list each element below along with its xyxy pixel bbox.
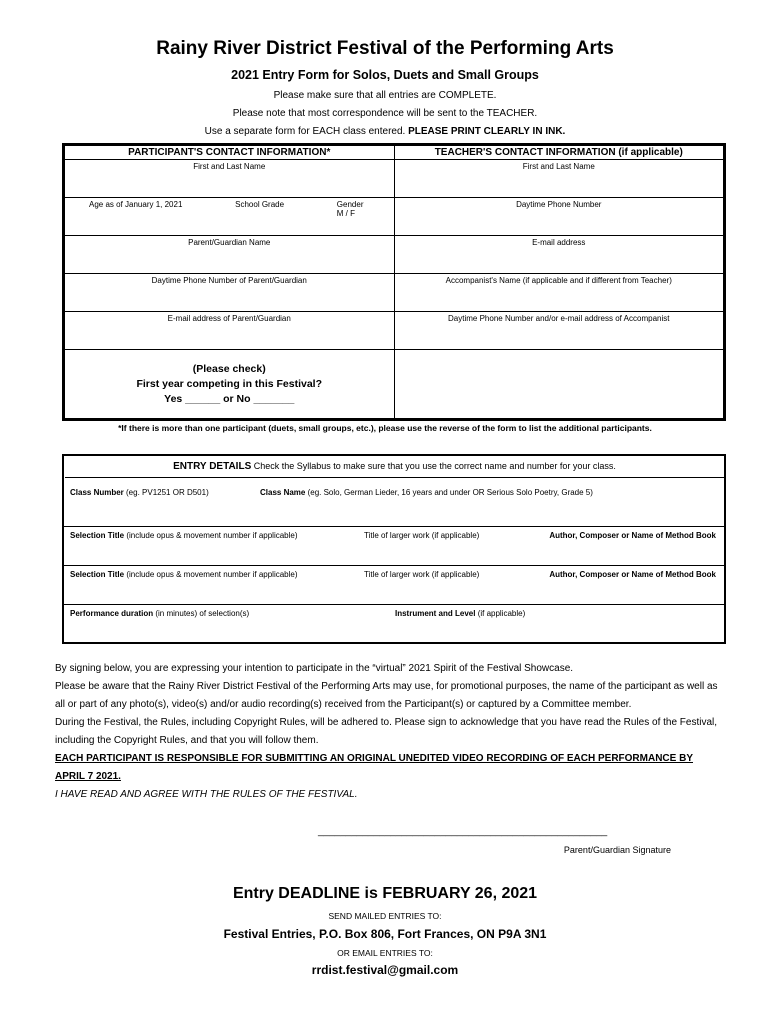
participant-contact-header: PARTICIPANT'S CONTACT INFORMATION* — [65, 146, 395, 160]
author-1-label: Author, Composer or Name of Method Book — [549, 531, 716, 540]
email-entries-label: OR EMAIL ENTRIES TO: — [337, 948, 433, 958]
entry-details-instructions: Check the Syllabus to make sure that you use the correct name and number for your class. — [251, 461, 616, 471]
gender-options: M / F — [336, 209, 356, 218]
class-number-label — [70, 488, 209, 497]
teacher-name-label: First and Last Name — [522, 162, 595, 171]
teacher-email-field[interactable] — [394, 236, 724, 274]
teacher-blank-cell — [394, 350, 724, 419]
guardian-phone-field[interactable] — [65, 274, 395, 312]
larger-work-2-label: Title of larger work (if applicable) — [364, 570, 480, 579]
first-year-check-label: (Please check) — [192, 362, 266, 375]
agreement-acknowledgement: I HAVE READ AND AGREE WITH THE RULES OF THE FESTIVAL. — [55, 789, 358, 800]
agreement-intent: By signing below, you are expressing your intention to participate in the “virtual” 2021 Spirit of the Festival Showcase. — [55, 663, 574, 674]
instrument-label — [395, 609, 525, 618]
signature-line[interactable]: ____________________________________________________ — [318, 826, 608, 837]
selection-title-1-hint: (include opus & movement number if applicable) — [124, 531, 298, 540]
class-name-example: (eg. Solo, German Lieder, 16 years and under OR Serious Solo Poetry, Grade 5) — [305, 488, 593, 497]
mail-entries-label: SEND MAILED ENTRIES TO: — [328, 911, 442, 921]
agreement-section — [55, 660, 725, 804]
selection-title-2-bold: Selection Title — [70, 570, 125, 579]
gender-label-text: Gender — [336, 200, 364, 209]
class-number-bold: Class Number — [70, 488, 124, 497]
duration-row[interactable] — [64, 605, 724, 645]
entry-details-header — [65, 456, 724, 478]
form-subtitle: 2021 Entry Form for Solos, Duets and Small Groups — [231, 68, 539, 82]
school-grade-label: School Grade — [235, 200, 285, 209]
teacher-email-label: E-mail address — [532, 238, 586, 247]
guardian-email-label: E-mail address of Parent/Guardian — [167, 314, 291, 323]
teacher-phone-label: Daytime Phone Number — [516, 200, 602, 209]
instrument-bold: Instrument and Level — [395, 609, 476, 618]
form-title: Rainy River District Festival of the Performing Arts — [156, 38, 614, 59]
note-separate-form-text: Use a separate form for EACH class entered. — [204, 126, 406, 137]
gender-label — [337, 200, 364, 218]
signature-label: Parent/Guardian Signature — [563, 845, 671, 855]
first-year-question: First year competing in this Festival? — [136, 377, 323, 390]
accompanist-contact-label: Daytime Phone Number and/or e-mail address of Accompanist — [448, 314, 670, 323]
participant-name-label: First and Last Name — [193, 162, 266, 171]
duration-bold: Performance duration — [70, 609, 154, 618]
accompanist-name-field[interactable] — [394, 274, 724, 312]
selection-row-1[interactable] — [64, 527, 724, 566]
entry-details-box — [62, 454, 726, 644]
note-print-clearly: PLEASE PRINT CLEARLY IN INK. — [408, 126, 566, 137]
guardian-phone-label: Daytime Phone Number of Parent/Guardian — [151, 276, 307, 285]
accompanist-contact-field[interactable] — [394, 312, 724, 350]
instrument-hint: (if applicable) — [475, 609, 526, 618]
note-separate-form — [0, 126, 770, 137]
guardian-name-field[interactable] — [65, 236, 395, 274]
entry-deadline: Entry DEADLINE is FEBRUARY 26, 2021 — [232, 885, 538, 902]
guardian-email-field[interactable] — [65, 312, 395, 350]
selection-title-1-bold: Selection Title — [70, 531, 125, 540]
author-2-label: Author, Composer or Name of Method Book — [549, 570, 716, 579]
first-year-field[interactable] — [65, 350, 395, 419]
guardian-name-label: Parent/Guardian Name — [188, 238, 271, 247]
teacher-contact-header: TEACHER'S CONTACT INFORMATION (if applicable) — [394, 146, 724, 160]
accompanist-name-label: Accompanist's Name (if applicable and if different from Teacher) — [445, 276, 672, 285]
contact-info-table — [64, 145, 724, 419]
class-name-bold: Class Name — [260, 488, 306, 497]
festival-email[interactable]: rrdist.festival@gmail.com — [311, 963, 459, 977]
selection-row-2[interactable] — [64, 566, 724, 605]
agreement-promotional-use: Please be aware that the Rainy River District Festival of the Performing Arts may use, for promotional purposes, the name of the participant as well as all or part of any photo(s), video(s) and/or audio recording(s) received from the Participant(s) or captured by a Committee member. — [55, 681, 718, 710]
additional-participants-note: *If there is more than one participant (duets, small groups, etc.), please use the reverse of the form to list the additional participants. — [118, 423, 652, 433]
teacher-phone-field[interactable] — [394, 198, 724, 236]
note-complete: Please make sure that all entries are COMPLETE. — [273, 90, 497, 101]
participant-age-grade-gender-field[interactable] — [65, 198, 395, 236]
agreement-rules: During the Festival, the Rules, including Copyright Rules, will be adhered to. Please sign to acknowledge that you have read the Rules of the Festival, including the Copyright Rules, and that you will follow them. — [55, 717, 718, 746]
mailing-address: Festival Entries, P.O. Box 806, Fort Frances, ON P9A 3N1 — [223, 927, 547, 941]
class-name-label — [260, 488, 593, 497]
duration-hint: (in minutes) of selection(s) — [153, 609, 250, 618]
larger-work-1-label: Title of larger work (if applicable) — [364, 531, 480, 540]
note-correspondence: Please note that most correspondence will be sent to the TEACHER. — [232, 108, 538, 119]
entry-details-title: ENTRY DETAILS — [173, 461, 252, 472]
teacher-name-field[interactable] — [394, 160, 724, 198]
first-year-yes-no: Yes ______ or No _______ — [164, 392, 295, 405]
agreement-video-requirement: EACH PARTICIPANT IS RESPONSIBLE FOR SUBMITTING AN ORIGINAL UNEDITED VIDEO RECORDING OF EACH PERFORMANCE BY APRIL 7 2021. — [55, 753, 693, 782]
class-field-row[interactable] — [64, 488, 724, 527]
selection-title-1-label — [70, 531, 298, 540]
contact-info-box — [62, 143, 726, 421]
class-number-example: (eg. PV1251 OR D501) — [123, 488, 209, 497]
duration-label — [70, 609, 249, 618]
entry-spacer — [64, 478, 724, 488]
selection-title-2-hint: (include opus & movement number if applicable) — [124, 570, 298, 579]
age-label: Age as of January 1, 2021 — [89, 200, 183, 209]
participant-name-field[interactable] — [65, 160, 395, 198]
selection-title-2-label — [70, 570, 298, 579]
